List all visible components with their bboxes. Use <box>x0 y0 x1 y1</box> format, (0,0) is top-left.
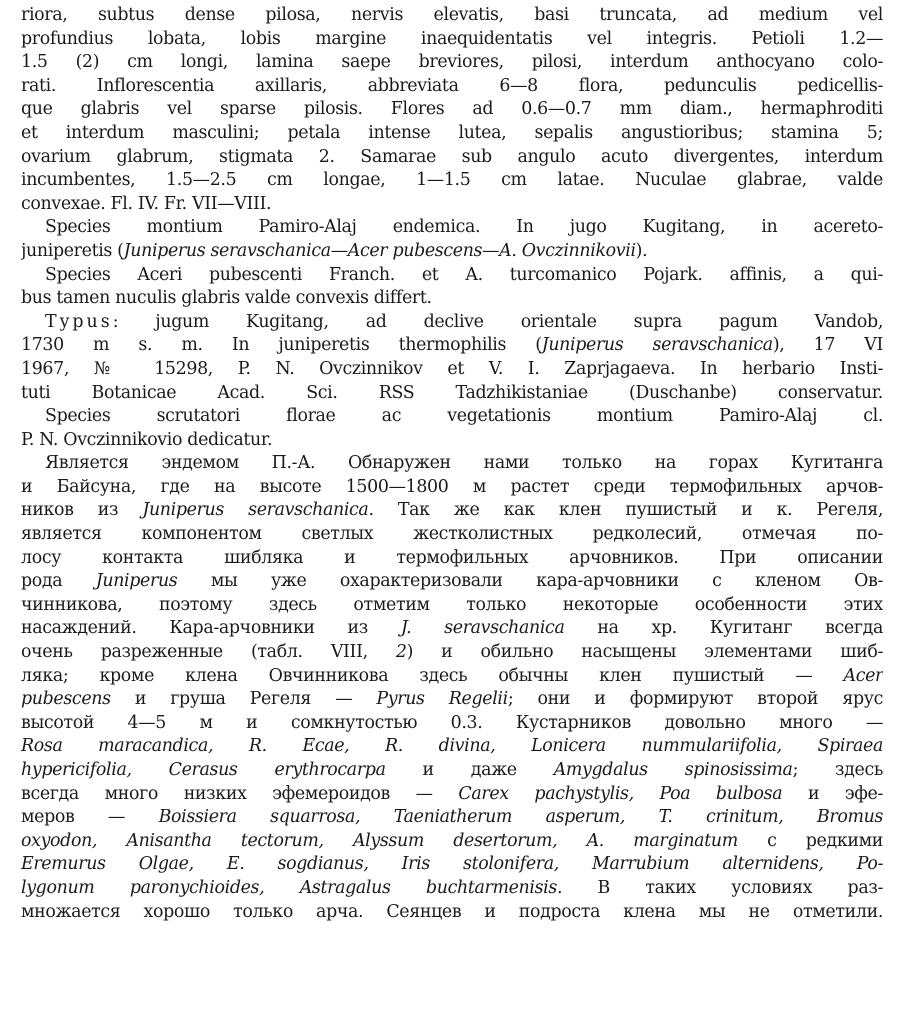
text-run: с редкими <box>737 830 883 851</box>
text-line <box>21 476 883 500</box>
text-line <box>21 169 883 193</box>
text-run: и даже <box>385 760 554 780</box>
italic-text: J. seravschanica <box>400 618 565 639</box>
text-run: меров — <box>21 807 159 828</box>
italic-text: Juniperus seravschanica <box>142 500 369 521</box>
text-line <box>21 712 883 736</box>
text-line <box>21 735 883 759</box>
text-line <box>21 688 883 712</box>
text-line <box>21 334 883 358</box>
text-run: ; они и формируют второй ярус <box>507 689 883 710</box>
text-run: incumbentes, 1.5—2.5 cm longae, 1—1.5 cm latae. Nuculae glabrae, valde <box>21 170 883 191</box>
text-line <box>21 877 883 901</box>
text-line <box>21 358 883 382</box>
text-line <box>21 122 883 146</box>
text-run: и груша Регеля — <box>110 689 377 710</box>
text-run: и эфе- <box>782 783 883 804</box>
text-run: et interdum masculini; petala intense lutea, sepalis angustioribus; stamina 5; <box>21 122 883 143</box>
text-line <box>21 617 883 641</box>
text-run: множается хорошо только арча. Сеянцев и подроста клена мы не отметили. <box>21 901 883 922</box>
text-run: convexae. Fl. IV. Fr. VII—VIII. <box>21 193 272 214</box>
italic-text: hypericifolia, Cerasus erythrocarpa <box>21 760 386 780</box>
text-run: ovarium glabrum, stigmata 2. Samarae sub angulo acuto divergentes, interdum <box>21 146 883 167</box>
italic-text: pubescens <box>21 689 111 710</box>
text-line <box>21 382 883 406</box>
text-line <box>21 452 883 476</box>
text-run: ). <box>635 240 648 261</box>
text-run: ), 17 VI <box>772 335 883 356</box>
text-run: очень разреженные (табл. VIII, <box>21 642 396 663</box>
text-run: Species montium Pamiro-Alaj endemica. In jugo Kugitang, in acereto- <box>45 217 883 238</box>
italic-text: Eremurus Olgae, E. sogdianus, Iris stolonifera, Marrubium alternidens, Po- <box>21 854 883 875</box>
text-run: ; здесь <box>792 760 883 780</box>
text-line <box>21 759 883 783</box>
text-line <box>21 806 883 830</box>
text-run: ляка; кроме клена Овчинникова здесь обычны клен пушистый — <box>21 665 844 686</box>
italic-text: oxyodon, Anisantha tectorum, Alyssum desertorum, A. marginatum <box>21 830 738 851</box>
text-run: 1.5 (2) cm longi, lamina saepe breviores, pilosi, interdum anthocyano colo- <box>21 52 883 73</box>
italic-text: Pyrus Regelii <box>376 689 508 710</box>
text-line <box>21 665 883 689</box>
text-run: чинникова, поэтому здесь отметим только некоторые особенности этих <box>21 594 883 615</box>
text-run: Species Aceri pubescenti Franch. et A. turcomanico Pojark. affinis, a qui- <box>45 264 883 285</box>
text-run: мы уже охарактеризовали кара-арчовники с кленом Ов- <box>177 571 883 592</box>
text-run: juniperetis ( <box>21 240 124 261</box>
text-run: лосу контакта шибляка и термофильных арчовников. При описании <box>21 547 883 568</box>
text-line <box>21 853 883 877</box>
document-page <box>21 4 883 924</box>
text-run: Typus <box>45 311 113 332</box>
text-run: bus tamen nuculis glabris valde convexis differt. <box>21 288 432 309</box>
text-run: ников из <box>21 500 143 521</box>
italic-text: Juniperus seravschanica <box>541 335 773 356</box>
italic-text: 2 <box>395 642 407 663</box>
text-run: 1967, № 15298, P. N. Ovczinnikov et V. I. Zaprjagaeva. In herbario Insti- <box>21 358 883 379</box>
text-run: que glabris vel sparse pilosis. Flores ad 0.6—0.7 mm diam., hermaphroditi <box>21 99 883 120</box>
text-run: . Так же как клен пушистый и к. Регеля, <box>368 500 883 521</box>
text-run: : jugum Kugitang, ad declive orientale supra pagum Vandob, <box>112 311 883 332</box>
text-run: на хр. Кугитанг всегда <box>564 618 883 639</box>
text-line <box>21 901 883 925</box>
text-run: высотой 4—5 м и сомкнутостью 0.3. Кустарников довольно много — <box>21 712 883 733</box>
text-line <box>21 240 883 264</box>
text-run: rati. Inflorescentia axillaris, abbreviata 6—8 flora, pedunculis pedicellis- <box>21 75 883 96</box>
text-line <box>21 523 883 547</box>
italic-text: Boissiera squarrosa, Taeniatherum asperum, T. crinitum, Bromus <box>158 807 883 828</box>
text-line <box>21 594 883 618</box>
text-run: и Байсуна, где на высоте 1500—1800 м растет среди термофильных арчов- <box>21 476 883 497</box>
italic-text: Carex pachystylis, Poa bulbosa <box>458 783 783 804</box>
text-run: всегда много низких эфемероидов — <box>21 783 459 804</box>
text-run: riora, subtus dense pilosa, nervis elevatis, basi truncata, ad medium vel <box>21 5 883 25</box>
text-run: ) и обильно насыщены элементами шиб- <box>406 642 883 663</box>
text-line <box>21 783 883 807</box>
text-line <box>21 51 883 75</box>
text-line <box>21 405 883 429</box>
text-run: tuti Botanicae Acad. Sci. RSS Tadzhikistaniae (Duschanbe) conservatur. <box>21 382 883 403</box>
text-line <box>21 287 883 311</box>
text-line <box>21 499 883 523</box>
italic-text: Juniperus <box>95 571 178 592</box>
italic-text: lygonum paronychioides, Astragalus buchtarmenisis <box>21 877 557 898</box>
text-line <box>21 98 883 122</box>
text-line <box>21 570 883 594</box>
italic-text: Amygdalus spinosissima <box>553 760 793 780</box>
text-line <box>21 216 883 240</box>
italic-text: Rosa maracandica, R. Ecae, R. divina, Lonicera nummulariifolia, Spiraea <box>21 736 883 757</box>
text-run: Species scrutatori florae ac vegetationis montium Pamiro-Alaj cl. <box>45 406 883 427</box>
text-line <box>21 264 883 288</box>
text-line <box>21 75 883 99</box>
text-line <box>21 4 883 28</box>
text-run: рода <box>21 571 96 592</box>
text-line <box>21 311 883 335</box>
text-line <box>21 193 883 217</box>
text-run: насаждений. Кара-арчовники из <box>21 618 401 639</box>
text-line <box>21 830 883 854</box>
text-line <box>21 146 883 170</box>
italic-text: Juniperus seravschanica—Acer pubescens—A. Ovczinnikovii <box>123 240 636 261</box>
text-run: 1730 m s. m. In juniperetis thermophilis ( <box>21 335 542 356</box>
text-line <box>21 547 883 571</box>
text-run: P. N. Ovczinnikovio dedicatur. <box>21 429 273 450</box>
text-line <box>21 429 883 453</box>
text-run: profundius lobata, lobis margine inaequidentatis vel integris. Petioli 1.2— <box>21 28 883 49</box>
text-run: Является эндемом П.-А. Обнаружен нами только на горах Кугитанга <box>45 453 883 474</box>
text-run: . В таких условиях раз- <box>556 877 883 898</box>
text-run: является компонентом светлых жестколистных редколесий, отмечая по- <box>21 524 883 545</box>
text-line <box>21 28 883 52</box>
italic-text: Acer <box>843 665 883 686</box>
text-line <box>21 641 883 665</box>
